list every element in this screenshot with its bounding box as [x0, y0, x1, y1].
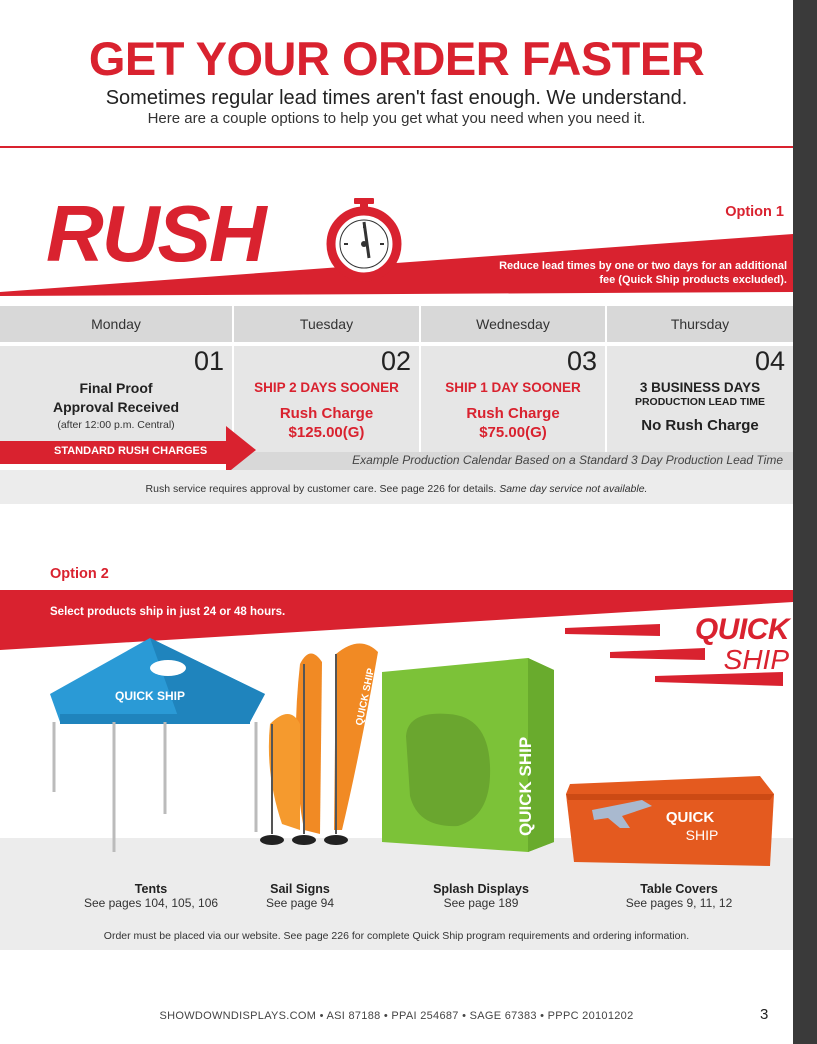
- header: [0, 32, 793, 128]
- rush-note-text: Rush service requires approval by customer care. See page 226 for details.: [145, 483, 497, 495]
- product-pages: See pages 104, 105, 106: [83, 896, 219, 910]
- day-number: 01: [193, 346, 224, 376]
- no-rush-charge: No Rush Charge: [641, 417, 759, 434]
- side-bar: [793, 0, 817, 1044]
- page-title: GET YOUR ORDER FASTER: [88, 32, 705, 85]
- final-proof-line1: Final Proof: [79, 380, 153, 396]
- product-name: Table Covers: [640, 882, 718, 896]
- example-calendar-strip: [230, 452, 793, 470]
- standard-rush-label: STANDARD RUSH CHARGES: [54, 445, 208, 457]
- product-pages: See page 189: [443, 896, 519, 910]
- table-cover-image: [560, 770, 780, 870]
- rush-charge-label: Rush Charge: [466, 405, 560, 422]
- product-splash-displays: [406, 882, 556, 910]
- day-number: 04: [754, 346, 785, 376]
- day-header-monday: Monday: [0, 306, 234, 342]
- day-cell-wednesday: [421, 346, 607, 454]
- day-header-wednesday: Wednesday: [421, 306, 607, 342]
- example-calendar-text: Example Production Calendar Based on a Standard 3 Day Production Lead Time: [352, 453, 783, 467]
- option-2-label: Option 2: [50, 566, 109, 582]
- quickship-logo: [695, 615, 789, 675]
- splash-quickship-text: QUICK SHIP: [516, 736, 535, 836]
- sail-quickship-text: QUICK SHIP: [354, 667, 378, 727]
- final-proof-line2: Approval Received: [52, 399, 180, 415]
- ship-2-days-sooner: SHIP 2 DAYS SOONER: [254, 380, 399, 395]
- product-name: Tents: [134, 882, 168, 896]
- sail-signs-image: [250, 634, 390, 854]
- rush-description: Reduce lead times by one or two days for an additional fee (Quick Ship products excluded).: [499, 260, 787, 286]
- splash-display-image: [378, 656, 558, 854]
- rush-note-italic: Same day service not available.: [499, 483, 648, 495]
- product-table-covers: [606, 882, 752, 910]
- stopwatch-icon: [331, 198, 397, 277]
- production-lead-time: PRODUCTION LEAD TIME: [634, 396, 766, 408]
- quickship-logo-ship: SHIP: [723, 644, 789, 675]
- page-subtitle: Sometimes regular lead times aren't fast enough. We understand.: [105, 87, 688, 109]
- product-tents: [70, 882, 232, 910]
- option-1-label: Option 1: [725, 204, 784, 220]
- rush-charge-1day: $75.00(G): [479, 424, 547, 441]
- table-ship-text: SHIP: [685, 827, 719, 843]
- product-name: Splash Displays: [433, 882, 529, 896]
- day-number: 03: [566, 346, 597, 376]
- day-cell-tuesday: [234, 346, 421, 454]
- day-number: 02: [380, 346, 411, 376]
- footer-text: SHOWDOWNDISPLAYS.COM • ASI 87188 • PPAI 254687 • SAGE 67383 • PPPC 20101202: [159, 1010, 634, 1022]
- business-days: 3 BUSINESS DAYS: [639, 380, 761, 395]
- product-pages: See pages 9, 11, 12: [625, 896, 733, 910]
- quickship-order-note: Order must be placed via our website. See page 226 for complete Quick Ship program requirements and ordering information.: [103, 930, 690, 942]
- quickship-description: Select products ship in just 24 or 48 hours.: [50, 606, 286, 618]
- table-quick-text: QUICK: [665, 809, 715, 826]
- day-header-tuesday: Tuesday: [234, 306, 421, 342]
- page-subtitle-secondary: Here are a couple options to help you get what you need when you need it.: [147, 110, 646, 127]
- day-cell-thursday: [607, 346, 793, 454]
- page-number: 3: [760, 1006, 769, 1023]
- product-name: Sail Signs: [270, 882, 330, 896]
- rush-charge-2day: $125.00(G): [288, 424, 365, 441]
- rush-note: [0, 470, 793, 504]
- rush-heading: RUSH: [46, 189, 265, 278]
- header-rule: [0, 146, 793, 148]
- product-pages: See page 94: [265, 896, 335, 910]
- day-header-thursday: Thursday: [607, 306, 793, 342]
- rush-charge-label: Rush Charge: [279, 405, 374, 422]
- quickship-logo-quick: QUICK: [694, 613, 789, 646]
- product-sail-signs: [240, 882, 360, 910]
- final-proof-note: (after 12:00 p.m. Central): [57, 419, 175, 431]
- tent-image: [40, 632, 270, 862]
- tent-quickship-text: QUICK SHIP: [114, 689, 186, 703]
- ship-1-day-sooner: SHIP 1 DAY SOONER: [445, 380, 581, 395]
